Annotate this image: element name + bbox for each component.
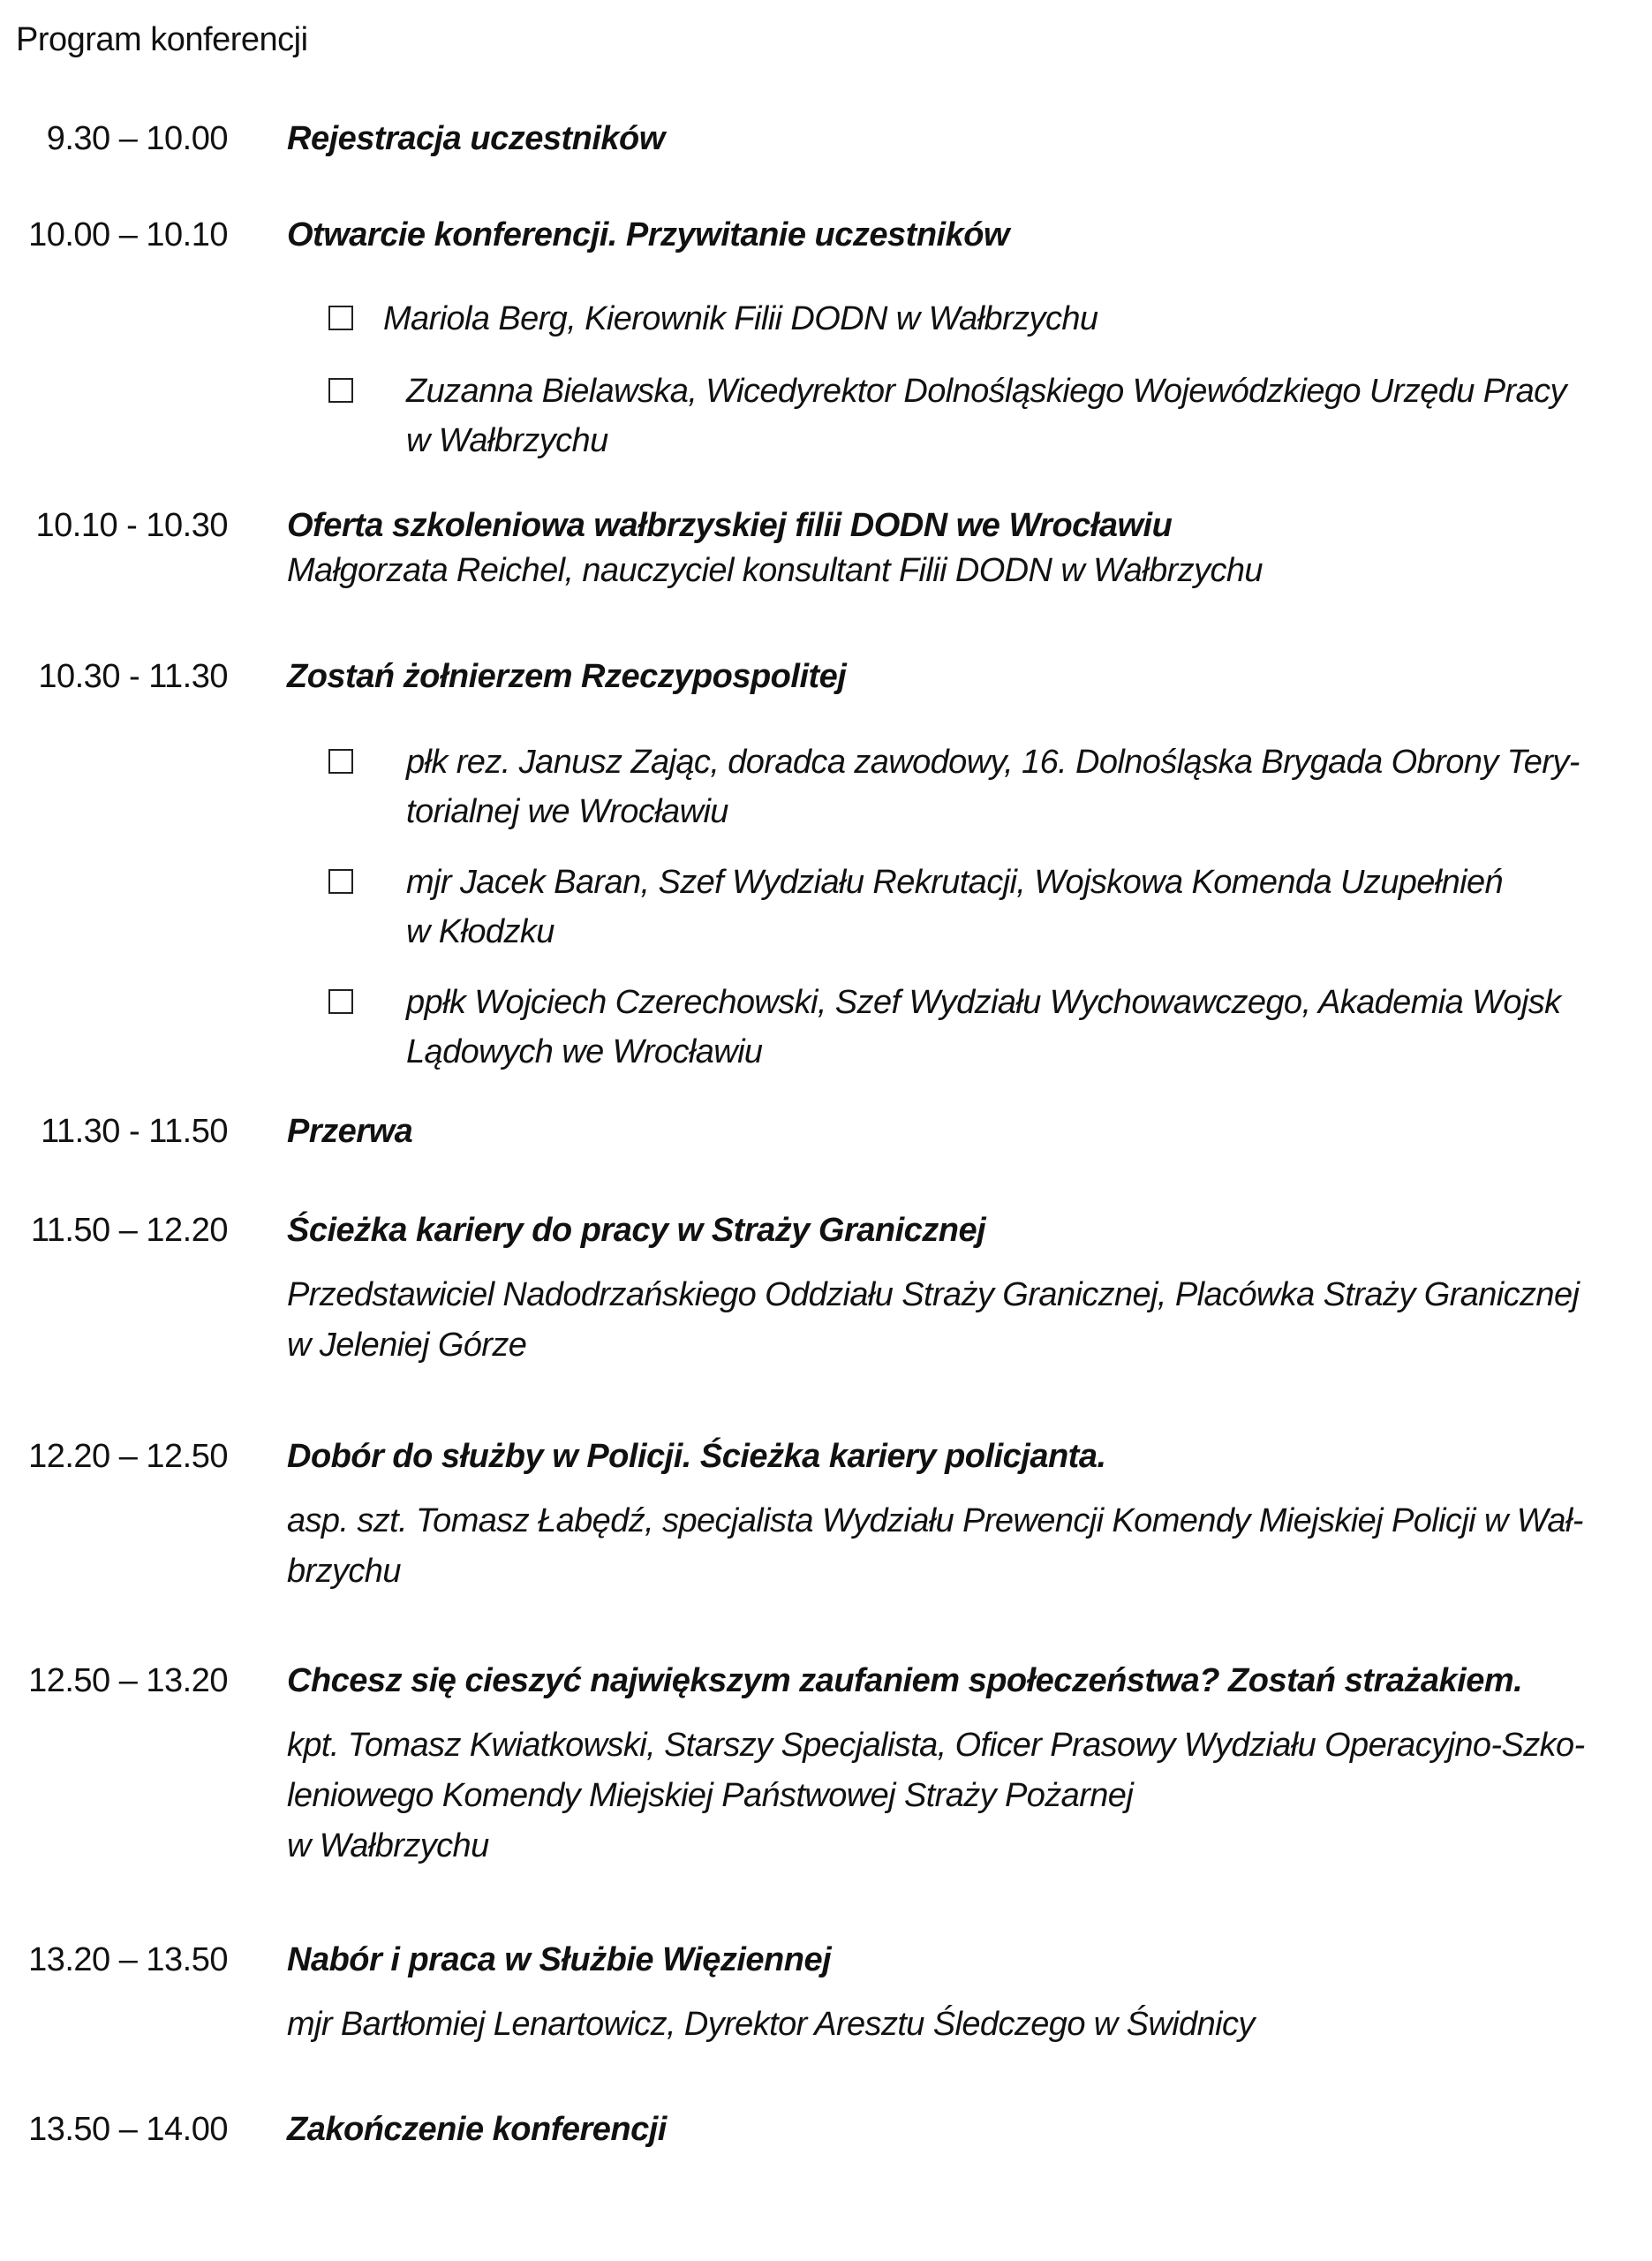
entry-content: [287, 1660, 1629, 1872]
entry-time: 10.10 - 10.30: [35, 507, 228, 544]
document-title: Program konferencji: [16, 21, 308, 58]
entry-topic: Chcesz się cieszyć największym zaufaniem społeczeństwa? Zostań strażakiem.: [287, 1662, 1523, 1699]
entry-description: Przedstawiciel Nadodrzańskiego Oddziału Straży Granicznej, Placówka Straży Granicznej w Jeleniej Górze: [287, 1276, 1580, 1364]
entry-description: asp. szt. Tomasz Łabędź, specjalista Wydziału Prewencji Komendy Miejskiej Policji w Wał- brzychu: [287, 1502, 1583, 1590]
entry-content: [287, 1940, 1629, 2050]
entry-topic: Zakończenie konferencji: [287, 2111, 667, 2148]
entry-topic: Przerwa: [287, 1113, 413, 1150]
speaker-text: mjr Jacek Baran, Szef Wydziału Rekrutacji, Wojskowa Komenda Uzupełnień w Kłodzku: [406, 864, 1504, 950]
entry-description: Małgorzata Reichel, nauczyciel konsultant Filii DODN w Wałbrzychu: [287, 552, 1263, 589]
checkbox-icon: [328, 378, 353, 403]
speaker-text: płk rez. Janusz Zając, doradca zawodowy, 16. Dolnośląska Brygada Obrony Tery- torialnej we Wrocławiu: [406, 744, 1580, 830]
entry-time: 12.50 – 13.20: [28, 1662, 228, 1699]
entry-topic: Dobór do służby w Policji. Ścieżka kariery policjanta.: [287, 1438, 1106, 1475]
speaker-text: Mariola Berg, Kierownik Filii DODN w Wałbrzychu: [383, 300, 1098, 337]
entry-time: 10.30 - 11.30: [38, 658, 228, 695]
entry-topic: Rejestracja uczestników: [287, 120, 665, 157]
entry-time: 11.30 - 11.50: [41, 1113, 228, 1150]
entry-time: 13.50 – 14.00: [28, 2111, 228, 2148]
entry-content: [287, 1436, 1629, 1597]
entry-content: [287, 118, 1629, 159]
entry-description: mjr Bartłomiej Lenartowicz, Dyrektor Aresztu Śledczego w Świdnicy: [287, 2006, 1255, 2043]
entry-time: 12.20 – 12.50: [28, 1438, 228, 1475]
entry-topic: Otwarcie konferencji. Przywitanie uczestników: [287, 216, 1009, 253]
entry-content: [287, 656, 1629, 697]
entry-content: [287, 1210, 1629, 1371]
entry-content: [287, 505, 1629, 596]
entry-time: 10.00 – 10.10: [28, 216, 228, 253]
speaker-text: Zuzanna Bielawska, Wicedyrektor Dolnośląskiego Wojewódzkiego Urzędu Pracy w Wałbrzychu: [406, 373, 1566, 459]
checkbox-icon: [328, 749, 353, 774]
checkbox-icon: [328, 869, 353, 894]
entry-content: [287, 215, 1629, 255]
entry-time: 9.30 – 10.00: [46, 120, 228, 157]
entry-description: kpt. Tomasz Kwiatkowski, Starszy Specjalista, Oficer Prasowy Wydziału Operacyjno-Szko- leniowego Komendy Miejskiej Państwowej Straży Pożarnej w Wałbrzychu: [287, 1727, 1585, 1864]
entry-topic: Nabór i praca w Służbie Więziennej: [287, 1941, 832, 1978]
speaker-text: ppłk Wojciech Czerechowski, Szef Wydziału Wychowawczego, Akademia Wojsk Lądowych we Wrocławiu: [406, 984, 1561, 1070]
entry-topic: Zostań żołnierzem Rzeczypospolitej: [287, 658, 847, 695]
entry-topic: Ścieżka kariery do pracy w Straży Granicznej: [287, 1212, 986, 1249]
checkbox-icon: [328, 306, 353, 330]
entry-topic: Oferta szkoleniowa wałbrzyskiej filii DODN we Wrocławiu: [287, 507, 1173, 544]
entry-time: 11.50 – 12.20: [30, 1212, 228, 1249]
checkbox-icon: [328, 989, 353, 1014]
entry-content: [287, 2109, 1629, 2150]
entry-time: 13.20 – 13.50: [28, 1941, 228, 1978]
entry-content: [287, 1111, 1629, 1152]
